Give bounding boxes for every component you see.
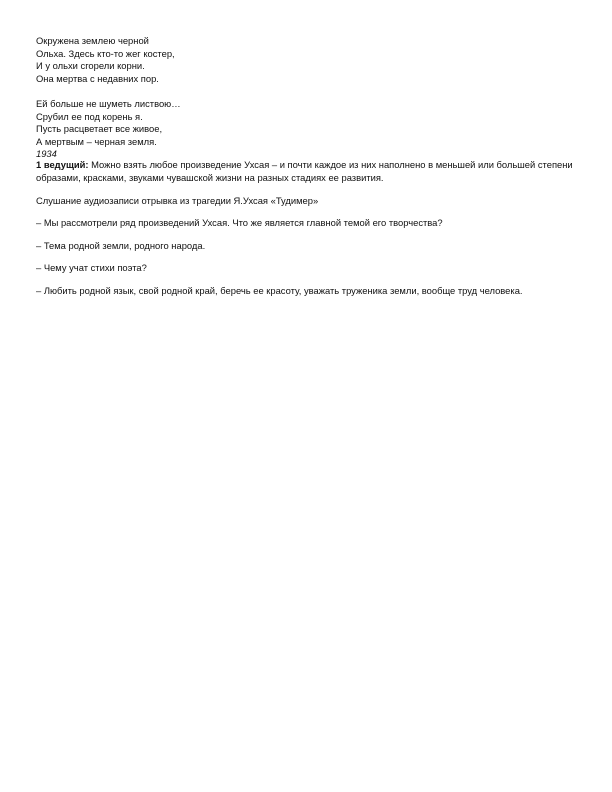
poem-line: Окружена землею черной: [36, 35, 149, 46]
audio-note: Слушание аудиозаписи отрывка из трагедии Я.Ухсая «Тудимер»: [36, 194, 319, 206]
poem-date: 1934: [36, 148, 57, 160]
host-remark-text: Можно взять любое произведение Ухсая – и почти каждое из них наполнено в меньшей или большей степени образами, красками, звуками чувашской жизни на разных стадиях ее развития.: [36, 159, 573, 183]
document-page: [36, 35, 581, 298]
host-remark: [36, 159, 581, 184]
poem-stanza-2: [36, 98, 581, 148]
speaker-label: 1 ведущий:: [36, 159, 89, 171]
poem-stanza-1: [36, 35, 581, 85]
poem-line: И у ольхи сгорели корни.: [36, 60, 145, 72]
answer-theme: – Тема родной земли, родного народа.: [36, 239, 206, 251]
poem-line: А мертвым – черная земля.: [36, 135, 157, 147]
poem-line: Она мертва с недавних пор.: [36, 72, 159, 84]
poem-line: Ей больше не шуметь листвою…: [36, 97, 181, 109]
poem-line: Пусть расцветает все живое,: [36, 123, 163, 135]
question-lesson: – Чему учат стихи поэта?: [36, 262, 147, 274]
answer-lesson: – Любить родной язык, свой родной край, беречь ее красоту, уважать труженика земли, вообще труд человека.: [36, 284, 523, 296]
poem-line: Срубил ее под корень я.: [36, 110, 143, 122]
question-theme: – Мы рассмотрели ряд произведений Ухсая. Что же является главной темой его творчества?: [36, 217, 443, 229]
poem-line: Ольха. Здесь кто-то жег костер,: [36, 47, 175, 59]
